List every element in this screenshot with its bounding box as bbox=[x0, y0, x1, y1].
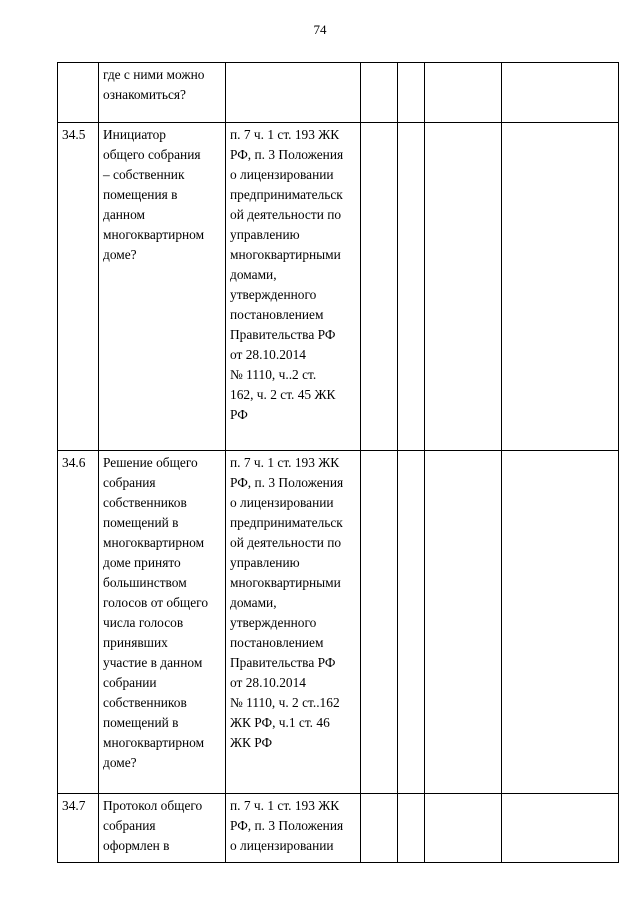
question-cell: Протокол общего собрания оформлен в bbox=[99, 794, 226, 863]
item-number: 34.7 bbox=[58, 794, 99, 863]
answer-no-cell bbox=[398, 794, 425, 863]
checklist-table bbox=[57, 62, 619, 863]
table-row bbox=[58, 63, 619, 123]
answer-no-cell bbox=[398, 123, 425, 451]
table-row bbox=[58, 123, 619, 451]
table-row bbox=[58, 451, 619, 794]
notes-cell bbox=[502, 123, 619, 451]
reference-cell: п. 7 ч. 1 ст. 193 ЖК РФ, п. 3 Положения о лицензировании предпринимательск ой деятельности по управлению многоквартирными домами, утвержденного постановлением Правительства РФ от 28.10.2014 № 1110, ч..2 ст. 162, ч. 2 ст. 45 ЖК РФ bbox=[226, 123, 361, 451]
not-applicable-cell bbox=[425, 63, 502, 123]
item-number bbox=[58, 63, 99, 123]
not-applicable-cell bbox=[425, 123, 502, 451]
question-cell: Инициатор общего собрания – собственник помещения в данном многоквартирном доме? bbox=[99, 123, 226, 451]
reference-cell: п. 7 ч. 1 ст. 193 ЖК РФ, п. 3 Положения о лицензировании bbox=[226, 794, 361, 863]
item-number: 34.5 bbox=[58, 123, 99, 451]
reference-cell: п. 7 ч. 1 ст. 193 ЖК РФ, п. 3 Положения о лицензировании предпринимательск ой деятельности по управлению многоквартирными домами, утвержденного постановлением Правительства РФ от 28.10.2014 № 1110, ч. 2 ст..162 ЖК РФ, ч.1 ст. 46 ЖК РФ bbox=[226, 451, 361, 794]
not-applicable-cell bbox=[425, 794, 502, 863]
question-cell: где с ними можно ознакомиться? bbox=[99, 63, 226, 123]
not-applicable-cell bbox=[425, 451, 502, 794]
notes-cell bbox=[502, 451, 619, 794]
notes-cell bbox=[502, 63, 619, 123]
item-number: 34.6 bbox=[58, 451, 99, 794]
answer-no-cell bbox=[398, 451, 425, 794]
question-cell: Решение общего собрания собственников помещений в многоквартирном доме принято большинством голосов от общего числа голосов принявших участие в данном собрании собственников помещений в многоквартирном доме? bbox=[99, 451, 226, 794]
answer-yes-cell bbox=[361, 123, 398, 451]
table-row bbox=[58, 794, 619, 863]
answer-yes-cell bbox=[361, 451, 398, 794]
answer-yes-cell bbox=[361, 63, 398, 123]
page-number: 74 bbox=[313, 22, 327, 37]
answer-yes-cell bbox=[361, 794, 398, 863]
notes-cell bbox=[502, 794, 619, 863]
answer-no-cell bbox=[398, 63, 425, 123]
reference-cell bbox=[226, 63, 361, 123]
